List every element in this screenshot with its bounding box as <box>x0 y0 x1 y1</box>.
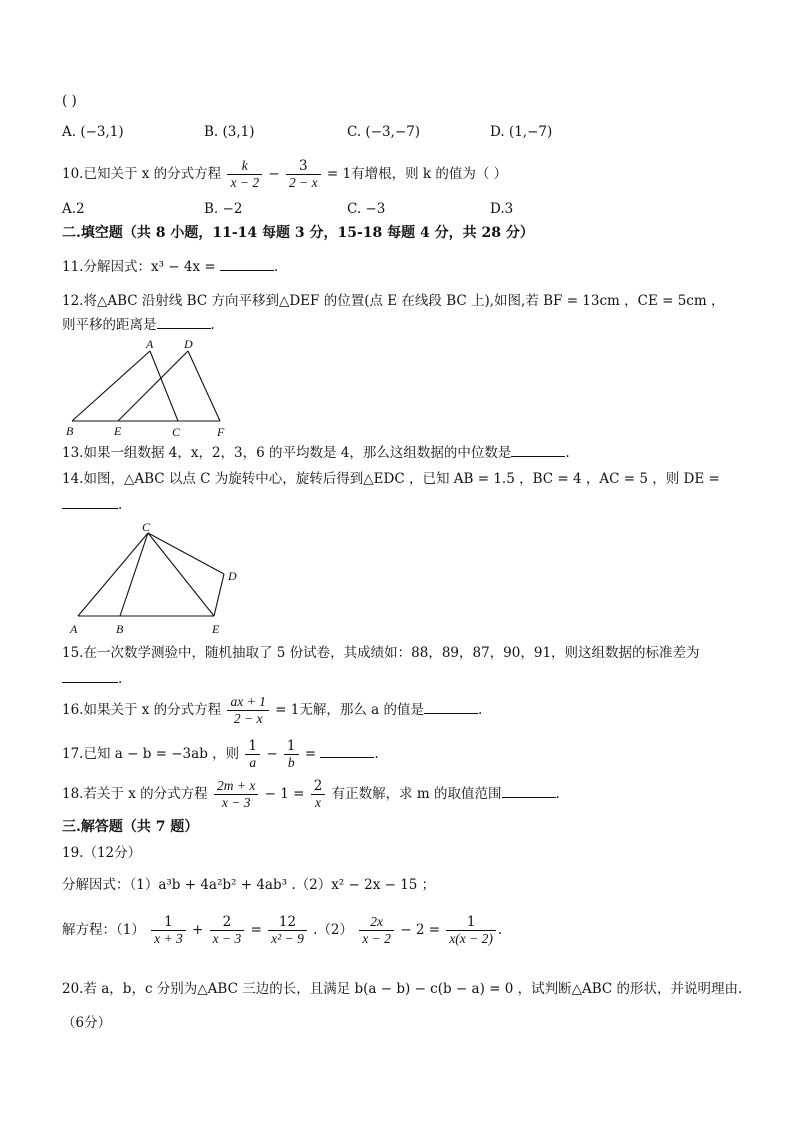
section-2-title: 二.填空题（共 8 小题，11-14 每题 3 分，15-18 每题 4 分，共 28 分） <box>62 225 534 241</box>
question-16 <box>62 694 482 727</box>
q19-separator: .（2） <box>313 922 354 938</box>
q18-answer-blank <box>502 785 556 798</box>
q19-e2-f1-num: 2x <box>359 914 394 931</box>
q19-e1-f3-num: 12 <box>268 914 307 931</box>
q18-fraction-2 <box>311 778 326 811</box>
question-11 <box>62 258 278 276</box>
q18-frac1-den: x − 3 <box>221 795 251 810</box>
question-12-line-1: 12.将△ABC 沿射线 BC 方向平移到△DEF 的位置(点 E 在线段 BC 上),如图,若 BF = 13cm ，CE = 5cm ， <box>62 293 725 309</box>
q18-prefix: 18.若关于 x 的分式方程 <box>62 786 208 802</box>
q12-side-df <box>188 351 220 421</box>
q16-suffix: = 1无解，那么 a 的值是 <box>275 702 424 718</box>
q12-label-c: C <box>172 425 181 439</box>
q16-prefix: 16.如果关于 x 的分式方程 <box>62 702 222 718</box>
q14-side-ac <box>78 533 148 616</box>
q18-suffix: 有正数解，求 m 的取值范围 <box>331 786 502 802</box>
q18-fraction-1 <box>214 778 258 811</box>
q12-label-b: B <box>66 424 74 438</box>
q14-answer-blank <box>62 496 118 509</box>
q10-minus: − <box>268 166 280 182</box>
q10-prefix: 10.已知关于 x 的分式方程 <box>62 166 222 182</box>
q19-e1-f2-den: x − 3 <box>212 931 242 946</box>
question-14-line-2 <box>62 496 122 514</box>
q18-frac1-num: 2m + x <box>214 778 258 795</box>
q13-end: . <box>565 445 570 461</box>
q17-prefix: 17.已知 a − b = −3ab ，则 <box>62 746 240 762</box>
q18-frac2-num: 2 <box>311 778 326 795</box>
question-10 <box>62 158 507 191</box>
q19-e1-f1-den: x + 3 <box>154 931 183 946</box>
q9-option-d: D. (1,−7) <box>490 124 553 140</box>
q12-side-ac <box>150 351 178 421</box>
q17-answer-blank <box>320 745 374 758</box>
q10-frac2-num: 3 <box>286 158 321 175</box>
q18-end: . <box>555 786 560 802</box>
q14-label-c: C <box>142 520 151 534</box>
question-15-line-2 <box>62 670 122 688</box>
q10-fraction-1 <box>227 158 262 191</box>
section-3-title: 三.解答题（共 7 题） <box>62 819 199 835</box>
q19-e1-f3-den: x² − 9 <box>271 931 304 946</box>
q17-frac1-num: 1 <box>245 738 260 755</box>
question-15-line-1: 15.在一次数学测验中，随机抽取了 5 份试卷，其成绩如：88，89，87，90，91，则这组数据的标准差为 <box>62 645 700 661</box>
q19-equals: = <box>250 922 262 938</box>
question-18 <box>62 778 560 811</box>
question-14-line-1: 14.如图，△ABC 以点 C 为旋转中心，旋转后得到△EDC ，已知 AB = 1.5 ，BC = 4 ，AC = 5 ，则 DE = <box>62 471 720 487</box>
q14-label-d: D <box>228 569 237 583</box>
q9-option-c: C. (−3,−7) <box>347 124 421 140</box>
question-19-title: 19.（12分） <box>62 845 142 861</box>
q16-fraction <box>227 694 268 727</box>
q14-side-bc <box>120 533 148 616</box>
question-20-line-1: 20.若 a，b，c 分别为△ABC 三边的长，且满足 b(a − b) − c(b − a) = 0 ，试判断△ABC 的形状，并说明理由. <box>62 981 743 997</box>
q12-line2-text: 则平移的距离是 <box>62 317 157 333</box>
q19-e2-mid: − 2 = <box>400 922 441 938</box>
q17-frac1-den: a <box>249 755 257 770</box>
q19-end: . <box>497 922 503 938</box>
q10-suffix: = 1有增根，则 k 的值为（ ） <box>326 166 508 182</box>
q16-end: . <box>477 702 483 718</box>
q9-option-b: B. (3,1) <box>204 124 255 140</box>
q10-frac1-num: k <box>227 158 262 175</box>
q16-frac-den: 2 − x <box>233 711 263 726</box>
q14-rotation-figure <box>62 518 252 640</box>
q17-fraction-2 <box>284 738 299 771</box>
q11-text: 11.分解因式：x³ − 4x = <box>62 259 216 275</box>
q12-translation-figure <box>60 336 240 440</box>
q17-end: . <box>374 746 379 762</box>
q12-end: . <box>210 317 215 333</box>
q14-side-ce <box>148 533 214 616</box>
q10-fraction-2 <box>286 158 321 191</box>
q12-label-f: F <box>217 425 225 439</box>
q14-end: . <box>118 497 123 513</box>
q18-mid: − 1 = <box>264 786 305 802</box>
q14-label-e: E <box>212 622 220 636</box>
q17-fraction-1 <box>245 738 260 771</box>
q19-solve-prefix: 解方程：（1） <box>62 922 145 938</box>
q14-label-a: A <box>70 622 78 636</box>
q11-answer-blank <box>220 258 274 271</box>
q17-frac2-den: b <box>287 755 295 770</box>
q14-label-b: B <box>116 622 124 636</box>
q19-e1-fraction-2 <box>210 914 245 947</box>
q12-label-e: E <box>114 424 122 438</box>
q16-answer-blank <box>424 701 478 714</box>
q19-e2-fraction-2 <box>446 914 496 947</box>
q10-frac1-den: x − 2 <box>230 175 260 190</box>
q19-e2-fraction-1 <box>359 914 394 947</box>
q17-equals: = <box>304 746 317 762</box>
question-19-solve <box>62 914 502 947</box>
question-17 <box>62 738 379 771</box>
q19-e1-fraction-1 <box>151 914 186 947</box>
question-12-line-2 <box>62 316 215 334</box>
q12-side-ba <box>72 351 150 421</box>
question-13 <box>62 444 570 462</box>
q10-option-c: C. −3 <box>347 201 386 217</box>
q9-answer-paren: ( ) <box>62 93 77 109</box>
q12-label-d: D <box>184 337 193 351</box>
q19-e1-f1-num: 1 <box>151 914 186 931</box>
q11-end: . <box>274 259 279 275</box>
q19-e2-f2-den: x(x − 2) <box>449 931 493 946</box>
q9-option-a: A. (−3,1) <box>62 124 124 140</box>
q10-option-a: A.2 <box>62 201 85 217</box>
q12-answer-blank <box>157 316 211 329</box>
q16-frac-num: ax + 1 <box>227 694 268 711</box>
q17-minus: − <box>266 746 278 762</box>
q15-end: . <box>118 671 123 687</box>
q10-option-b: B. −2 <box>204 201 243 217</box>
q13-answer-blank <box>511 444 565 457</box>
question-19-factor: 分解因式：（1）a³b + 4a²b² + 4ab³ .（2）x² − 2x − 15 ； <box>62 877 436 893</box>
q12-label-a: A <box>146 337 154 351</box>
q19-e2-f1-den: x − 2 <box>362 931 391 946</box>
q13-text: 13.如果一组数据 4，x，2，3，6 的平均数是 4，那么这组数据的中位数是 <box>62 445 512 461</box>
q19-plus: + <box>192 922 204 938</box>
q19-e1-f2-num: 2 <box>210 914 245 931</box>
q14-side-cd <box>148 533 224 574</box>
question-20-line-2: （6分） <box>62 1015 112 1031</box>
q17-frac2-num: 1 <box>284 738 299 755</box>
q15-answer-blank <box>62 670 118 683</box>
q12-side-ed <box>118 351 188 421</box>
q10-frac2-den: 2 − x <box>288 175 318 190</box>
q10-option-d: D.3 <box>490 201 514 217</box>
q18-frac2-den: x <box>315 795 322 810</box>
q19-e1-fraction-3 <box>268 914 307 947</box>
q19-e2-f2-num: 1 <box>446 914 496 931</box>
q14-side-de <box>214 574 224 616</box>
